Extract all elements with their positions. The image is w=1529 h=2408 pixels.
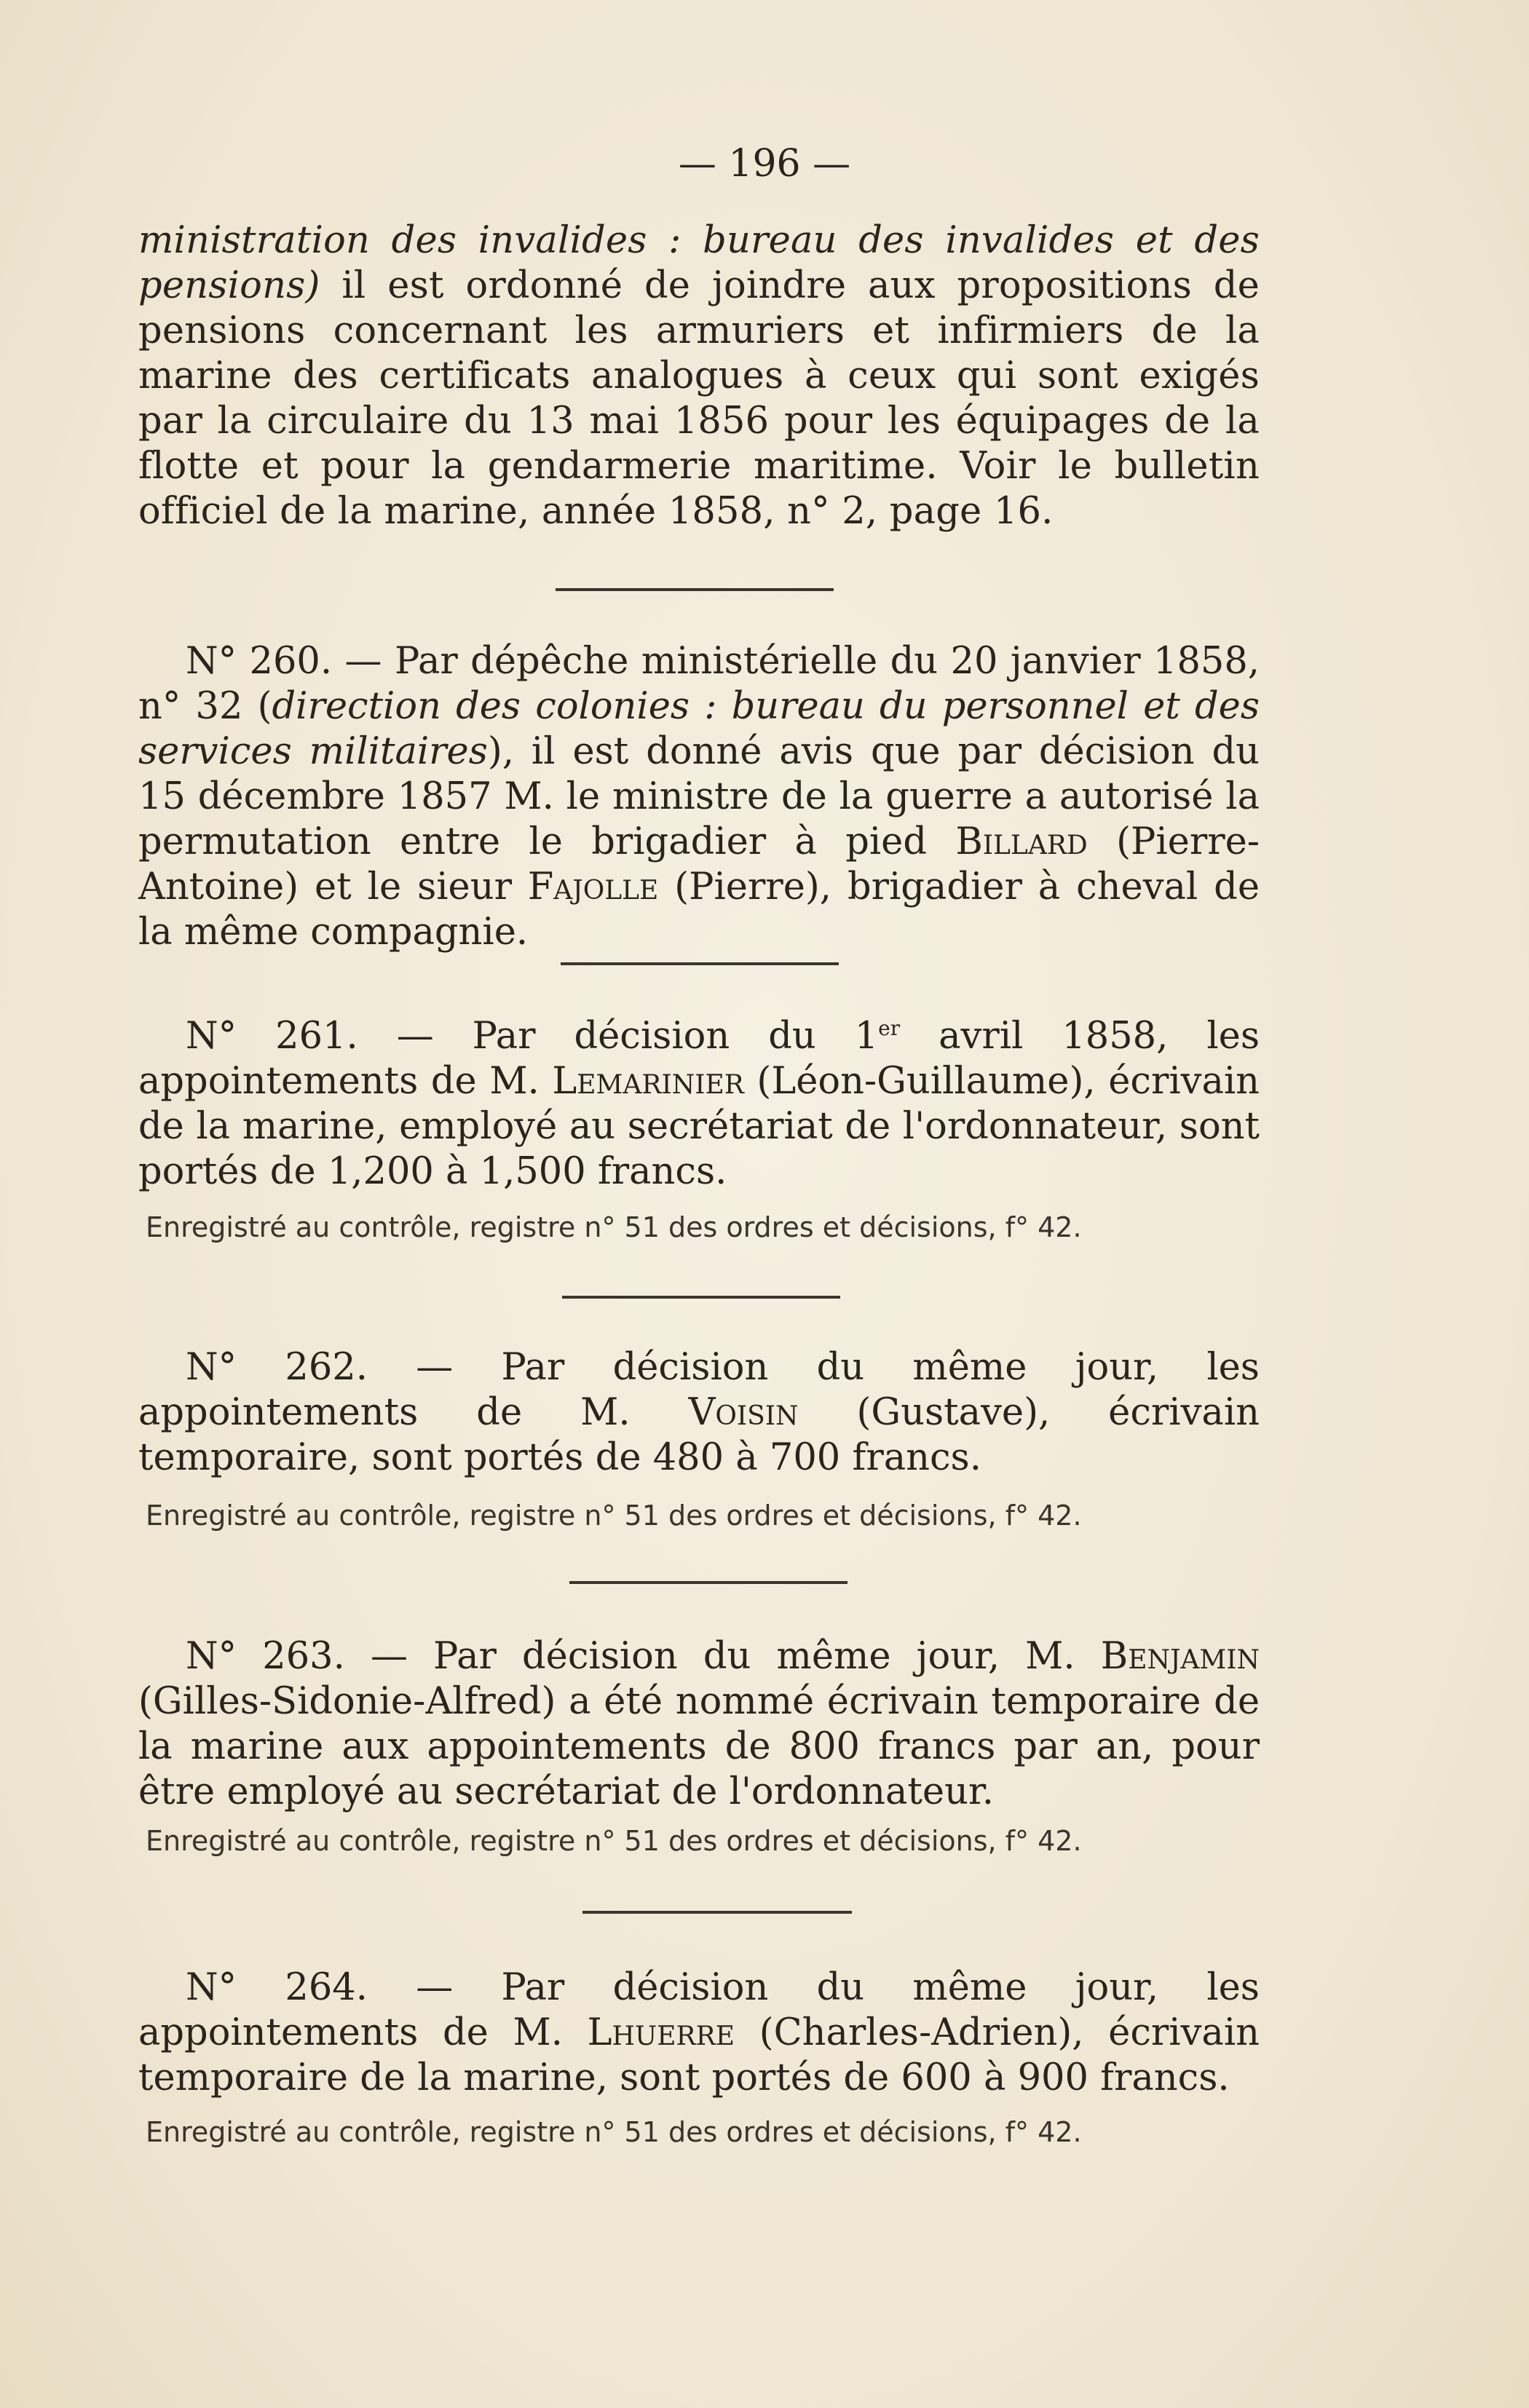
entry-264 [138, 1965, 1260, 2101]
entry-text: — Par décision du 1 [396, 1015, 879, 1058]
entry-text: — Par décision du même jour, les appointements de M. [138, 1346, 1260, 1434]
superscript: er [878, 1016, 901, 1040]
separator-rule [556, 588, 834, 591]
entry-text: (Gilles-Sidonie-Alfred) a été nommé écrivain temporaire de la marine aux appointements de 800 francs par an, pour être employé au secrétariat de l'ordonnateur. [138, 1680, 1260, 1813]
entry-number: N° 261. [186, 1015, 358, 1058]
entry-261 [138, 1014, 1260, 1195]
entry-text: (Pierre), brigadier à cheval de la même compagnie. [138, 866, 1260, 954]
person-name: Lhuerre [587, 2011, 735, 2054]
intro-text: il est ordonné de joindre aux propositions de pensions concernant les armuriers et infirmiers de la marine des certificats analogues à ceux qui sont exigés par la circulaire du 13 mai 1856 pour les équipages de la flotte et pour la gendarmerie maritime. Voir le bulletin officiel de la marine, année 1858, n° 2, page 16. [138, 264, 1260, 533]
entry-text: — Par décision du même jour, les appointements de M. [138, 1966, 1260, 2054]
entry-number: N° 263. [186, 1635, 345, 1678]
entry-text: (Léon-Guillaume), écrivain de la marine, employé au secrétariat de l'ordonnateur, sont portés de 1,200 à 1,500 francs. [138, 1060, 1260, 1193]
entry-number: N° 262. [186, 1346, 368, 1389]
entry-text: avril 1858, les appointements de M. [138, 1015, 1260, 1103]
separator-rule [582, 1911, 852, 1914]
entry-262 [138, 1345, 1260, 1481]
page-number: — 196 — [678, 142, 851, 186]
entry-text: — Par dépêche ministérielle du 20 janvier 1858, n° 32 ( [138, 640, 1260, 728]
person-name: Fajolle [527, 866, 659, 908]
person-name: Lemarinier [552, 1060, 744, 1103]
entry-number: N° 260. [186, 640, 333, 683]
person-name: Benjamin [1100, 1635, 1260, 1678]
person-name: Voisin [688, 1391, 799, 1434]
entry-italic: direction des colonies : bureau du personnel et des services militaires [138, 685, 1260, 773]
entry-text: — Par décision du même jour, M. [370, 1635, 1101, 1678]
entry-text: (Charles-Adrien), écrivain temporaire de la marine, sont portés de 600 à 900 francs. [138, 2011, 1260, 2099]
entry-263 [138, 1634, 1260, 1815]
entry-text: (Pierre-Antoine) et le sieur [138, 820, 1260, 908]
entry-number: N° 264. [186, 1966, 368, 2009]
separator-rule [561, 962, 839, 965]
registration-note: Enregistré au contrôle, registre n° 51 des ordres et décisions, f° 42. [146, 2116, 1082, 2148]
registration-note: Enregistré au contrôle, registre n° 51 des ordres et décisions, f° 42. [146, 1825, 1082, 1857]
intro-paragraph [138, 218, 1260, 534]
entry-text: (Gustave), écrivain temporaire, sont portés de 480 à 700 francs. [138, 1391, 1260, 1479]
registration-note: Enregistré au contrôle, registre n° 51 des ordres et décisions, f° 42. [146, 1211, 1082, 1243]
person-name: Billard [955, 820, 1088, 863]
intro-italic: ministration des invalides : bureau des invalides et des pensions) [138, 219, 1260, 307]
registration-note: Enregistré au contrôle, registre n° 51 des ordres et décisions, f° 42. [146, 1500, 1082, 1532]
separator-rule [562, 1296, 840, 1299]
entry-text: ), il est donné avis que par décision du 15 décembre 1857 M. le ministre de la guerre a autorisé la permutation entre le brigadier à pied [138, 730, 1260, 863]
separator-rule [569, 1581, 848, 1584]
entry-260 [138, 639, 1260, 955]
